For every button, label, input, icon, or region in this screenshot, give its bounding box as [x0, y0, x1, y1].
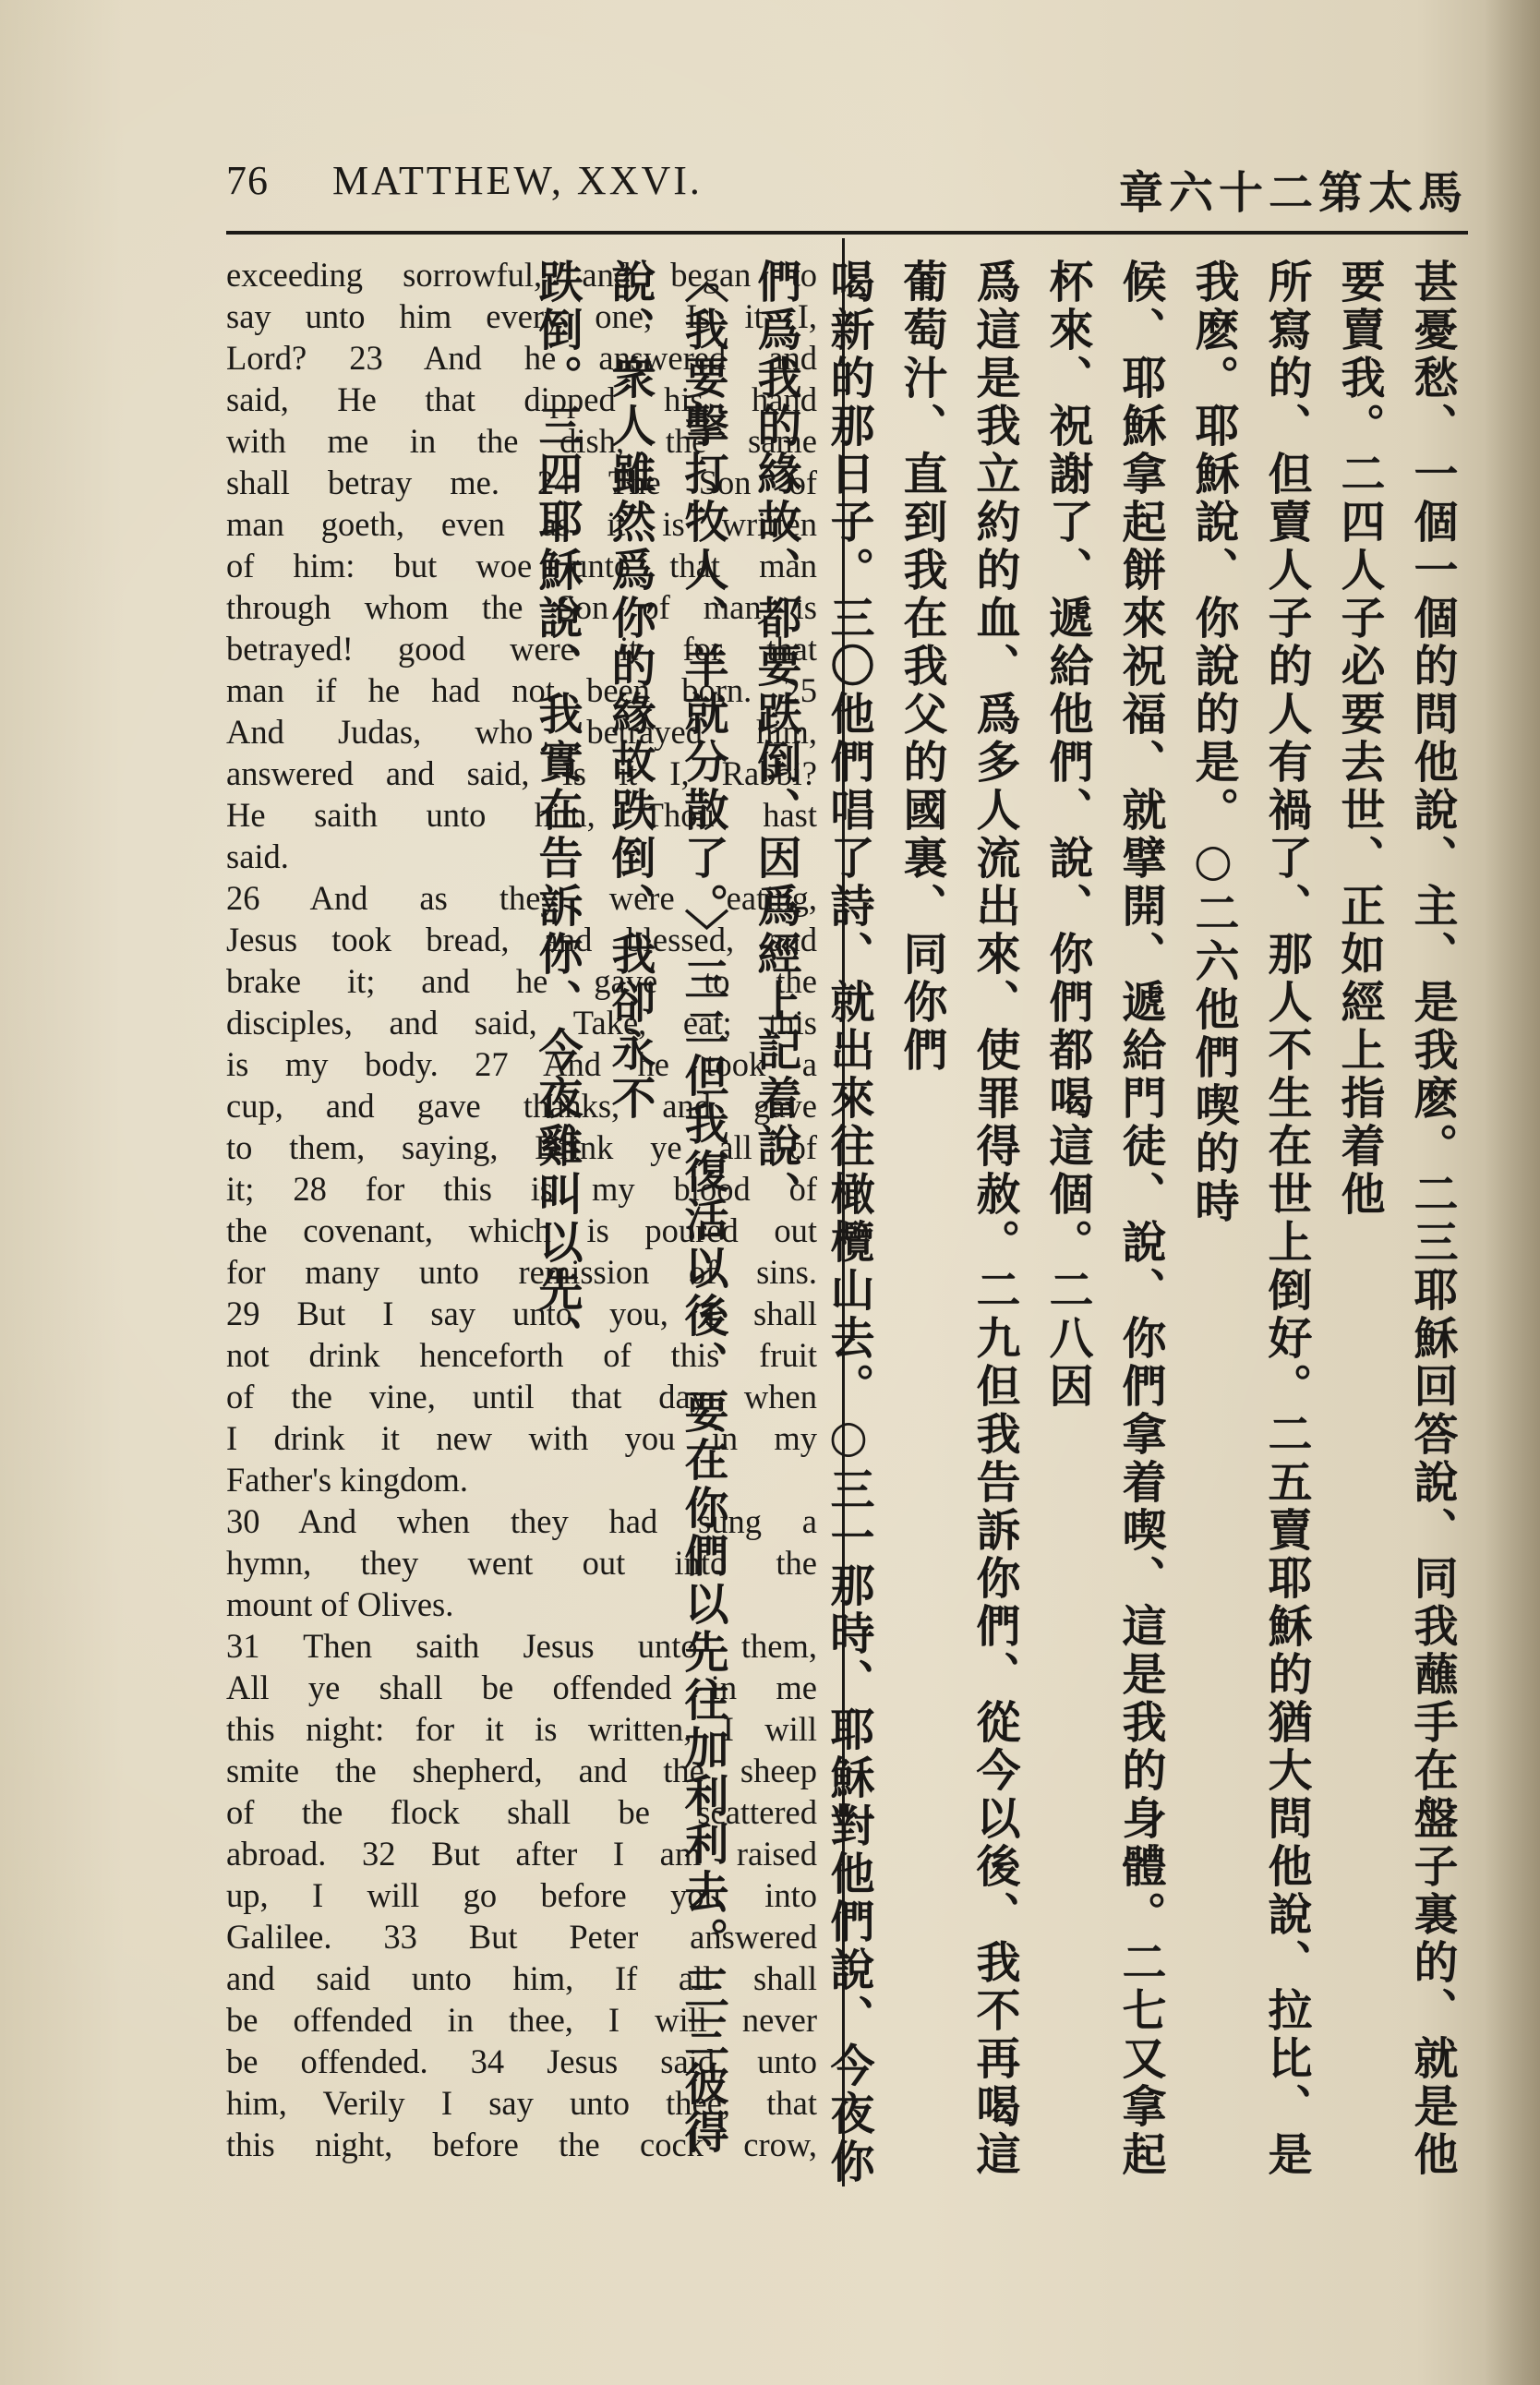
english-line: I drink it new with you in my — [226, 1419, 817, 1457]
english-line: said. — [226, 837, 289, 875]
english-line: say unto him every one, Is it I, — [226, 297, 817, 335]
chinese-column: 所寫的、但賣人子的人有禍了、那人不生在世上倒好。二五賣耶穌的猶大問他說、拉比、是我麽。耶穌說、你說的是。○二六他們喫的時 — [1187, 259, 1312, 2179]
english-line: abroad. 32 But after I am raised — [226, 1835, 817, 1873]
page-header — [226, 157, 1468, 222]
english-line: of him: but woe unto that man — [226, 547, 817, 584]
english-line: brake it; and he gave to the — [226, 962, 817, 1000]
english-line: mount of Olives. — [226, 1585, 454, 1623]
english-line: 26 And as they were eating, — [226, 879, 817, 917]
english-line: 30 And when they had sung a — [226, 1502, 817, 1540]
english-line: cup, and gave thanks, and gave — [226, 1087, 817, 1125]
english-line: and said unto him, If all shall — [226, 1959, 817, 1997]
english-line: All ye shall be offended in me — [226, 1668, 817, 1706]
header-rule — [226, 231, 1468, 235]
english-line: be offended. 34 Jesus said unto — [226, 2042, 817, 2080]
english-line: the covenant, which is poured out — [226, 1211, 817, 1249]
english-line: Galilee. 33 But Peter answered — [226, 1918, 817, 1956]
english-line: Lord? 23 And he answered and — [226, 339, 817, 377]
english-line: shall betray me. 24 The Son of — [226, 464, 817, 501]
english-line: with me in the dish, the same — [226, 422, 817, 460]
english-line: disciples, and said, Take, eat; this — [226, 1004, 817, 1042]
english-line: it; 28 for this is my blood of — [226, 1170, 817, 1208]
chinese-column: 爲這是我立約的血、爲多人流出來、使罪得赦。二九但我告訴你們、從今以後、我不再喝這葡萄汁、直到我在我父的國裏、同你們 — [896, 259, 1020, 2179]
english-line: said, He that dipped his hand — [226, 380, 817, 418]
chinese-column: 候、耶穌拿起餅來祝福、就擘開、遞給門徒、說、你們拿着喫、這是我的身體。二七又拿起杯來、祝謝了、遞給他們、說、你們都喝這個。二八因 — [1041, 259, 1166, 2179]
page-edge-shadow — [1485, 0, 1540, 2385]
english-line: He saith unto him, Thou hast — [226, 796, 817, 834]
chinese-text-column — [531, 259, 1468, 2188]
chinese-column: 〈我要擊打牧人、羊就分散了。〉三二但我復活以後、要在你們以先往加利利去。三三彼得說、衆人雖然爲你的緣故跌倒、我卻永不 — [604, 259, 728, 2157]
english-line: man goeth, even as it is written — [226, 505, 817, 543]
english-line: man if he had not been born. 25 — [226, 671, 817, 709]
english-line: up, I will go before you into — [226, 1876, 817, 1914]
english-line: of the flock shall be scattered — [226, 1793, 817, 1831]
english-line: to them, saying, Drink ye all of — [226, 1128, 817, 1166]
english-line: through whom the Son of man is — [226, 588, 817, 626]
english-line: of the vine, until that day when — [226, 1378, 817, 1415]
english-line: this night: for it is written, I will — [226, 1710, 817, 1748]
english-line: is my body. 27 And he took a — [226, 1045, 817, 1083]
english-line: Father's kingdom. — [226, 1461, 469, 1499]
running-title-chinese: 章六十二第太馬 — [1118, 167, 1468, 219]
chinese-column: 喝新的那日子。三〇他們唱了詩、就出來往橄欖山去。○三一那時、耶穌對他們說、今夜你們爲我的緣故、都要跌倒、因爲經上記着說、 — [750, 259, 874, 2186]
english-line: exceeding sorrowful, and began to — [226, 256, 817, 294]
english-line: hymn, they went out into the — [226, 1544, 817, 1582]
english-line: not drink henceforth of this fruit — [226, 1336, 817, 1374]
english-line: for many unto remission of sins. — [226, 1253, 817, 1291]
english-line: 31 Then saith Jesus unto them, — [226, 1627, 817, 1665]
english-line: be offended in thee, I will never — [226, 2001, 817, 2039]
english-line: him, Verily I say unto thee, that — [226, 2084, 817, 2122]
english-line: this night, before the cock crow, — [226, 2126, 817, 2163]
english-line: 29 But I say unto you, I shall — [226, 1295, 817, 1332]
english-line: smite the shepherd, and the sheep — [226, 1752, 817, 1789]
english-line: betrayed! good were it for that — [226, 630, 817, 668]
english-line: answered and said, Is it I, Rabbi? — [226, 754, 817, 792]
english-line: Jesus took bread, and blessed, and — [226, 921, 817, 958]
chinese-column: 甚憂愁、一個一個的問他說、主、是我麽。二三耶穌回答說、同我蘸手在盤子裏的、就是他要賣我。二四人子必要去世、正如經上指着他 — [1333, 259, 1458, 2179]
page-number: 76 — [226, 158, 269, 203]
running-title-english: MATTHEW, XXVI. — [332, 158, 703, 203]
english-line: And Judas, who betrayed him, — [226, 713, 817, 751]
chinese-column: 跌倒。三四耶穌說、我實在告訴你、今夜雞叫以先、 — [531, 259, 583, 1363]
